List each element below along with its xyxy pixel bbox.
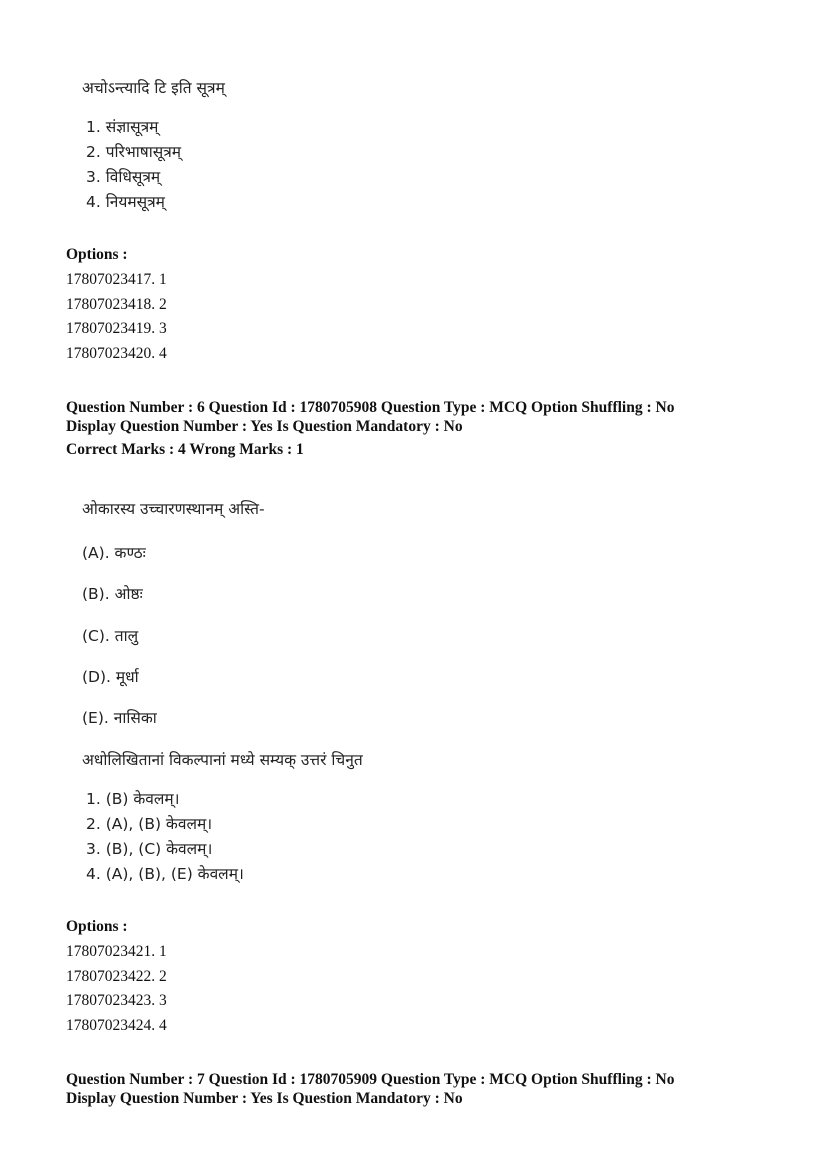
- choice-item: 1. संज्ञासूत्रम्: [86, 118, 159, 136]
- option-id-item: 17807023419. 3: [66, 320, 167, 338]
- question-7-meta-line2: Display Question Number : Yes Is Question Mandatory : No: [66, 1090, 463, 1107]
- choice-item: 3. (B), (C) केवलम्।: [86, 840, 213, 858]
- choice-item: 2. परिभाषासूत्रम्: [86, 143, 182, 161]
- question-6-options-label: Options :: [66, 918, 128, 935]
- choice-item: 4. नियमसूत्रम्: [86, 193, 165, 211]
- question-6-stem: ओकारस्य उच्चारणस्थानम् अस्ति-: [82, 500, 265, 518]
- choice-item: 4. (A), (B), (E) केवलम्।: [86, 865, 244, 883]
- choice-item: 3. विधिसूत्रम्: [86, 168, 161, 186]
- question-6-statement-a: (A). कण्ठः: [82, 544, 146, 562]
- question-6-instruction: अधोलिखितानां विकल्पानां मध्ये सम्यक् उत्तरं चिनुत: [82, 751, 363, 769]
- option-id-item: 17807023422. 2: [66, 967, 167, 985]
- question-6-meta-line2: Display Question Number : Yes Is Question Mandatory : No: [66, 418, 463, 435]
- question-6-marks: Correct Marks : 4 Wrong Marks : 1: [66, 441, 304, 458]
- question-6-statement-c: (C). तालु: [82, 627, 139, 645]
- option-id-item: 17807023424. 4: [66, 1017, 167, 1035]
- question-5-stem: अचोऽन्त्यादि टि इति सूत्रम्: [82, 79, 225, 97]
- choice-item: 2. (A), (B) केवलम्।: [86, 815, 213, 833]
- option-id-item: 17807023421. 1: [66, 943, 167, 960]
- option-id-item: 17807023420. 4: [66, 345, 167, 363]
- question-6-option-ids: [66, 940, 167, 1039]
- question-6-statement-d: (D). मूर्धा: [82, 668, 139, 686]
- question-6-statement-e: (E). नासिका: [82, 709, 157, 727]
- choice-item: 1. (B) केवलम्।: [86, 790, 180, 808]
- question-5-options-label: Options :: [66, 246, 128, 263]
- option-id-item: 17807023423. 3: [66, 992, 167, 1010]
- option-id-item: 17807023417. 1: [66, 271, 167, 288]
- question-5-option-ids: [66, 268, 167, 367]
- question-6-choice-list: [86, 787, 244, 887]
- question-6-meta-line1: Question Number : 6 Question Id : 1780705908 Question Type : MCQ Option Shuffling : No: [66, 399, 675, 416]
- option-id-item: 17807023418. 2: [66, 295, 167, 313]
- question-7-meta-line1: Question Number : 7 Question Id : 1780705909 Question Type : MCQ Option Shuffling : No: [66, 1071, 675, 1088]
- question-5-choice-list: [86, 115, 181, 215]
- question-6-statement-b: (B). ओष्ठः: [82, 585, 143, 603]
